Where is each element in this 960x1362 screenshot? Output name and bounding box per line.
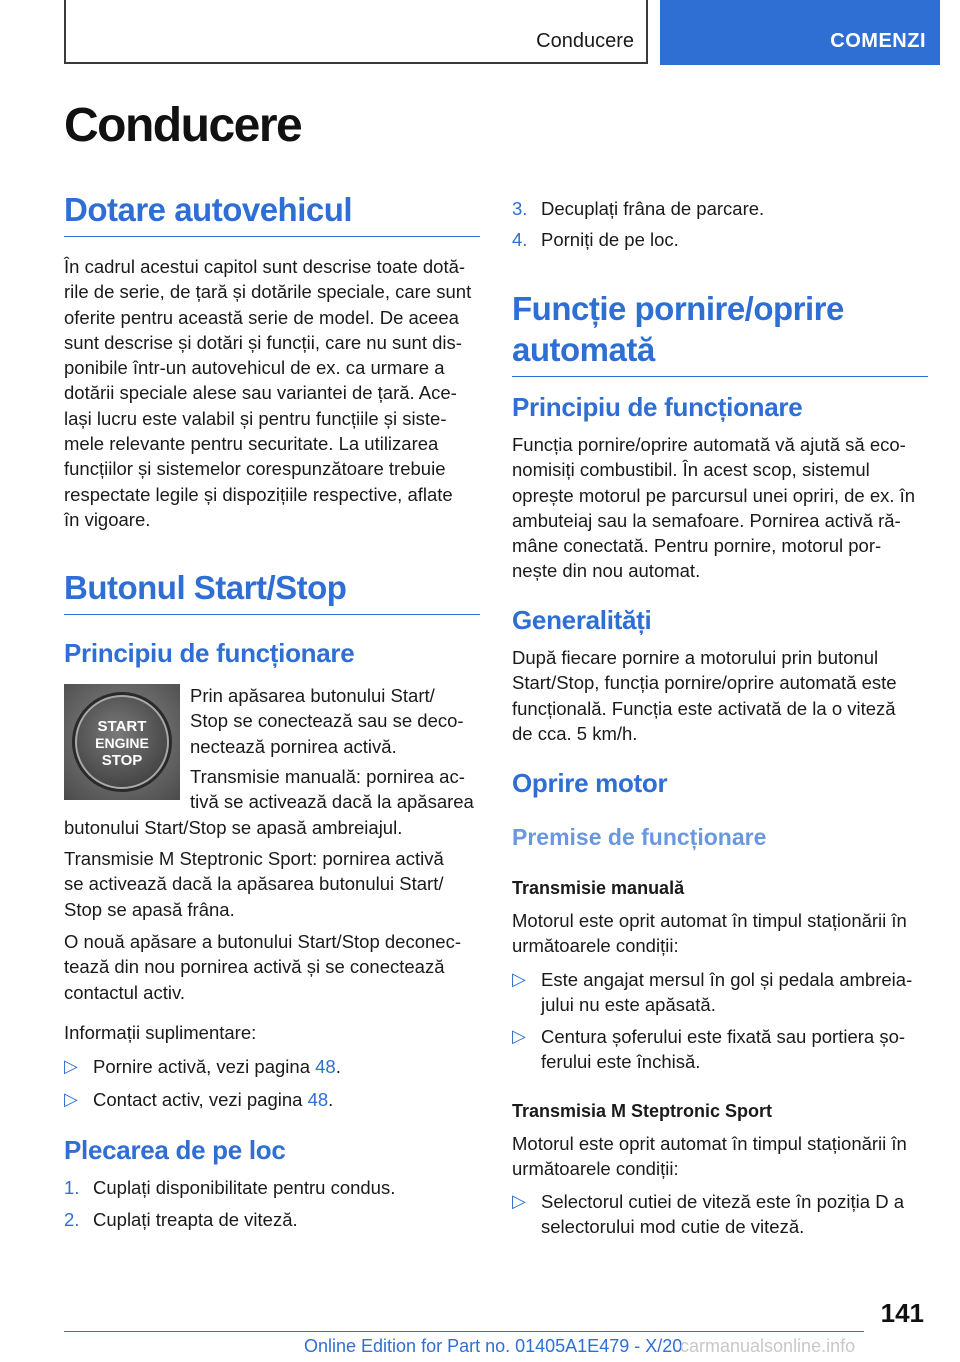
text-line: Stop se apasă frâna. xyxy=(64,898,235,920)
text-line: nomisiți combustibil. În acest scop, sistemul xyxy=(512,459,870,481)
triangle-bullet-icon: ▷ xyxy=(512,1026,526,1046)
step-text: Cuplați treapta de viteză. xyxy=(93,1209,298,1230)
list-item xyxy=(512,1024,928,1075)
text-line: Motorul este oprit automat în timpul staționării în xyxy=(512,1133,907,1154)
button-image-text-stop: STOP xyxy=(101,752,143,769)
heading-buton-start-stop: Butonul Start/Stop xyxy=(64,568,480,615)
step-number: 1. xyxy=(64,1177,80,1198)
footer-edition: Online Edition for Part no. 01405A1E479 - X/20 xyxy=(304,1336,683,1356)
paragraph-dotare xyxy=(64,254,480,532)
text-line: contactul activ. xyxy=(64,981,185,1003)
heading-plecarea: Plecarea de pe loc xyxy=(64,1135,286,1165)
text-line: butonului Start/Stop se apasă ambreiajul. xyxy=(64,816,403,838)
text-line: următoarele condiții: xyxy=(512,1158,679,1180)
list-item xyxy=(512,227,928,252)
list-item xyxy=(64,1054,480,1079)
heading-line: Funcție pornire/oprire xyxy=(512,290,844,327)
button-image-text-start: START xyxy=(97,718,147,735)
text-line: Motorul este oprit automat în timpul staționării în xyxy=(512,910,907,931)
page-link[interactable]: 48 xyxy=(315,1056,336,1077)
button-image-text-engine: ENGINE xyxy=(95,735,149,751)
step-number: 2. xyxy=(64,1209,80,1230)
bullet-text: Pornire activă, vezi pagina xyxy=(93,1056,316,1077)
text-line: Funcția pornire/oprire automată vă ajută să eco‐ xyxy=(512,434,906,455)
bullet-text-end: . xyxy=(335,1056,341,1077)
step-number: 4. xyxy=(512,229,528,250)
text-line: rile de serie, de țară și dotările speciale, care sunt xyxy=(64,281,472,303)
footer-divider xyxy=(64,1331,864,1332)
text-line: Start/Stop, funcția pornire/oprire automată este xyxy=(512,672,897,694)
page-number: 141 xyxy=(880,1298,924,1328)
paragraph-transmisie-steptronic xyxy=(64,846,480,922)
text-line: Transmisie M Steptronic Sport: pornirea activă xyxy=(64,848,444,869)
bullet-text-line: selectorului mod cutie de viteză. xyxy=(541,1216,805,1238)
heading-principiu-left: Principiu de funcționare xyxy=(64,638,355,668)
text-line: funcțională. Funcția este activată de la o viteză xyxy=(512,697,896,719)
bullet-text-line: Este angajat mersul în gol și pedala ambreia‐ xyxy=(541,969,913,990)
header-chapter-tab[interactable] xyxy=(660,0,940,65)
heading-functie-pornire-oprire xyxy=(512,288,928,377)
bullet-text-end: . xyxy=(328,1089,334,1110)
text-line: Transmisie manuală: pornirea ac‐ xyxy=(190,766,465,787)
paragraph-noua-apasare xyxy=(64,929,480,1005)
text-line: tivă se activează dacă la apăsarea xyxy=(190,791,474,813)
step-number: 3. xyxy=(512,198,528,219)
heading-oprire-motor: Oprire motor xyxy=(512,768,668,798)
step-text: Porniți de pe loc. xyxy=(541,229,679,250)
text-line: ponibile într-un autovehicul de ex. ca urmare a xyxy=(64,357,445,379)
header-section-label: Conducere xyxy=(536,30,634,52)
triangle-bullet-icon: ▷ xyxy=(512,1191,526,1211)
text-line: respectate legile și dispozițiile respective, aflate xyxy=(64,483,453,505)
page-title: Conducere xyxy=(64,99,302,152)
triangle-bullet-icon: ▷ xyxy=(512,969,526,989)
page-link[interactable]: 48 xyxy=(307,1089,329,1110)
bullet-text: Contact activ, vezi pagina xyxy=(93,1089,308,1110)
bullet-text-line: Selectorul cutiei de viteză este în poziția D a xyxy=(541,1191,904,1212)
text-line: funcțiilor și sistemelor corespunzătoare trebuie xyxy=(64,458,446,480)
text-line: Prin apăsarea butonului Start/ xyxy=(190,685,435,706)
text-line: se activează dacă la apăsarea butonului Start/ xyxy=(64,873,444,895)
header-section-tab xyxy=(64,0,648,64)
header-chapter-label: COMENZI xyxy=(830,30,926,52)
text-line: tează din nou pornirea activă și se conectează xyxy=(64,956,445,978)
paragraph-generalitati xyxy=(512,645,928,746)
text-line: mele relevante pentru securitate. La utilizarea xyxy=(64,433,439,455)
triangle-bullet-icon: ▷ xyxy=(64,1089,78,1109)
text-line: de cca. 5 km/h. xyxy=(512,722,638,744)
heading-premise: Premise de funcționare xyxy=(512,824,767,850)
text-line: mâne conectată. Pentru pornire, motorul por‐ xyxy=(512,535,882,557)
text-line: O nouă apăsare a butonului Start/Stop deconec‐ xyxy=(64,931,461,952)
heading-principiu-right: Principiu de funcționare xyxy=(512,392,803,422)
heading-generalitati: Generalități xyxy=(512,605,652,635)
bullet-text-line: ferului este închisă. xyxy=(541,1051,701,1073)
text-line: lași lucru este valabil și pentru funcțiile și siste‐ xyxy=(64,407,447,429)
paragraph-principiu xyxy=(512,432,928,584)
text-line: nectează pornirea activă. xyxy=(190,735,397,757)
text-line: oferite pentru această serie de model. De aceea xyxy=(64,306,459,328)
text-line: După fiecare pornire a motorului prin butonul xyxy=(512,647,879,668)
text-line: În cadrul acestui capitol sunt descrise toate dotă‐ xyxy=(64,256,466,277)
list-item xyxy=(64,1087,480,1112)
text-line: Stop se conectează sau se deco‐ xyxy=(190,710,464,732)
step-text: Cuplați disponibilitate pentru condus. xyxy=(93,1177,396,1198)
text-line: următoarele condiții: xyxy=(512,935,679,957)
heading-line: automată xyxy=(512,331,655,368)
text-line: nește din nou automat. xyxy=(512,560,701,582)
bullet-text-line: Centura șoferului este fixată sau portiera șo‐ xyxy=(541,1026,906,1047)
text-line: oprește motorul pe parcursul unei opriri, de ex. în xyxy=(512,484,916,506)
triangle-bullet-icon: ▷ xyxy=(64,1056,78,1076)
list-item xyxy=(512,1189,928,1240)
paragraph-transmisie-manuala xyxy=(64,764,480,840)
list-item xyxy=(512,196,928,221)
text-line: sunt descrise și dotări și funcții, care nu sunt dis‐ xyxy=(64,331,462,353)
heading-dotare: Dotare autovehicul xyxy=(64,190,480,237)
paragraph-prin-apasarea xyxy=(190,683,490,759)
list-item xyxy=(64,1175,480,1200)
paragraph-informatii: Informații suplimentare: xyxy=(64,1022,257,1043)
step-text: Decuplați frâna de parcare. xyxy=(541,198,765,219)
list-item xyxy=(64,1207,480,1232)
heading-transmisia-steptronic: Transmisia M Steptronic Sport xyxy=(512,1101,773,1121)
text-line: în vigoare. xyxy=(64,508,151,530)
text-line: dotării speciale alese sau variantei de țară. Ace‐ xyxy=(64,382,457,404)
paragraph-steptronic-conditii xyxy=(512,1131,928,1182)
list-item xyxy=(512,967,928,1018)
bullet-text-line: jului nu este apăsată. xyxy=(541,994,716,1016)
paragraph-manuala-conditii xyxy=(512,908,928,959)
heading-transmisie-manuala: Transmisie manuală xyxy=(512,878,685,898)
text-line: ambuteiaj sau la semafoare. Pornirea activă ră‐ xyxy=(512,509,901,531)
footer-watermark: carmanualsonline.info xyxy=(680,1336,856,1356)
